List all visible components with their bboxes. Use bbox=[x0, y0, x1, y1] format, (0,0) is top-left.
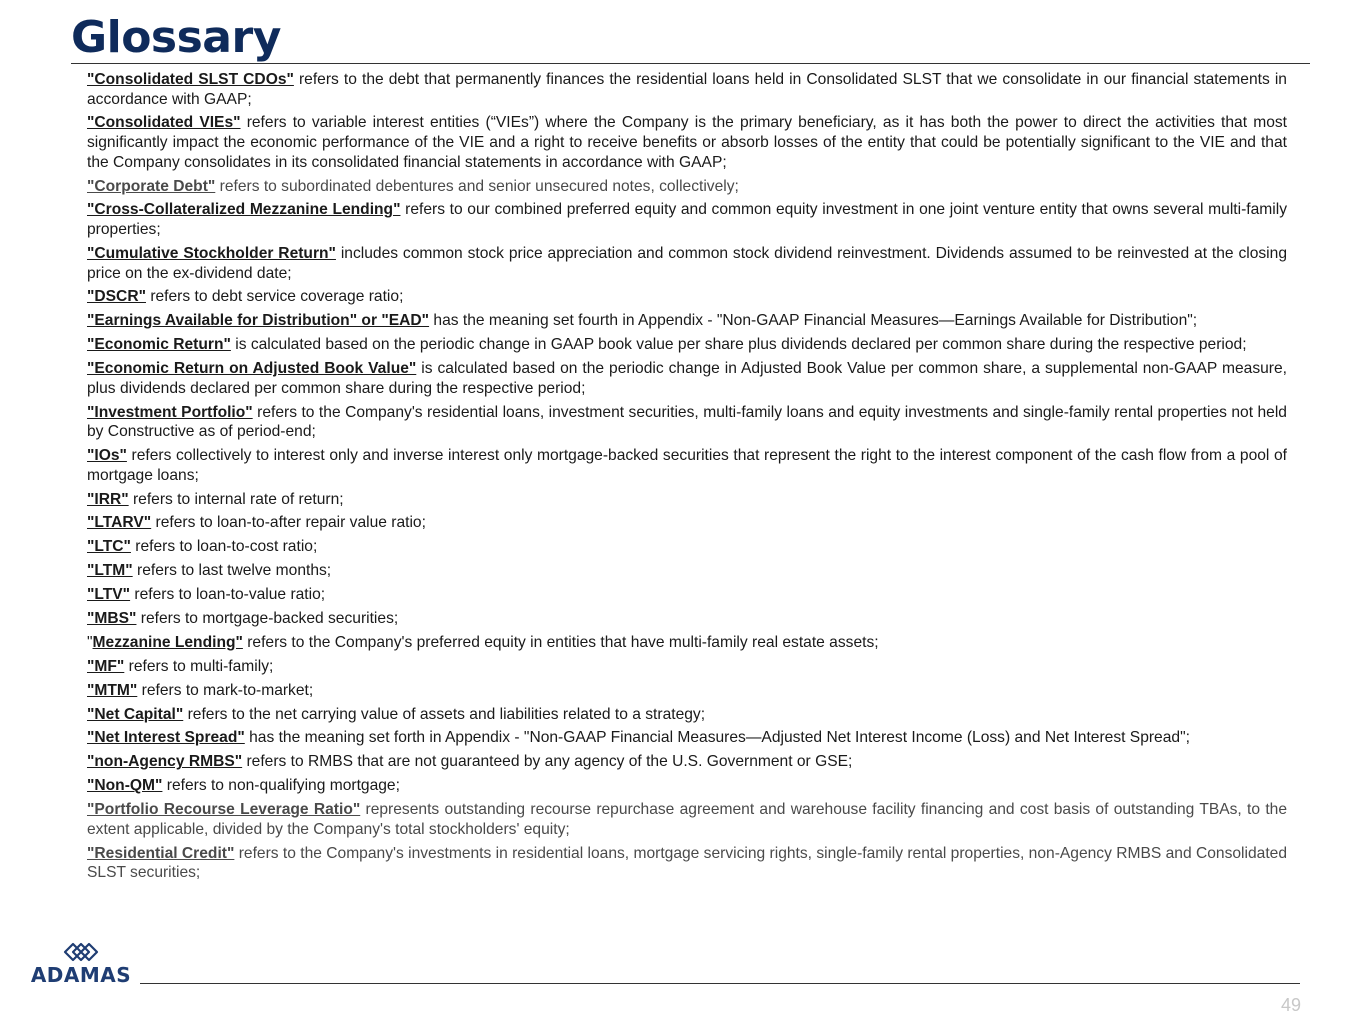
glossary-term: "Investment Portfolio" bbox=[87, 403, 253, 421]
glossary-entry bbox=[87, 311, 1287, 331]
glossary-term: "Consolidated VIEs" bbox=[87, 114, 241, 132]
glossary-definition: refers to the net carrying value of assets and liabilities related to a strategy; bbox=[183, 705, 706, 723]
glossary-term: "LTV" bbox=[87, 586, 131, 604]
glossary-term: "MBS" bbox=[87, 610, 137, 627]
glossary-term: "Non-QM" bbox=[87, 777, 163, 795]
glossary-entry bbox=[87, 446, 1287, 485]
glossary-term-prefix: " bbox=[87, 633, 93, 651]
adamas-logo-mark-icon bbox=[62, 939, 100, 965]
title-divider bbox=[71, 63, 1310, 64]
glossary-term: "IRR" bbox=[87, 490, 129, 508]
page-title: Glossary bbox=[71, 12, 281, 63]
glossary-term: "Cumulative Stockholder Return" bbox=[87, 244, 336, 262]
logo-wordmark: ADAMAS bbox=[30, 963, 132, 987]
glossary-definition: refers to mortgage-backed securities; bbox=[136, 610, 399, 627]
glossary-definition: refers to internal rate of return; bbox=[128, 490, 344, 508]
glossary-definition: refers to subordinated debentures and senior unsecured notes, collectively; bbox=[215, 177, 739, 195]
glossary-term: "non-Agency RMBS" bbox=[87, 753, 243, 771]
glossary-entry bbox=[87, 177, 1287, 197]
glossary-definition: refers to last twelve months; bbox=[132, 562, 332, 580]
glossary-entry bbox=[87, 359, 1287, 398]
glossary-entry bbox=[87, 287, 1287, 307]
glossary-term: "LTC" bbox=[87, 538, 131, 556]
glossary-term: "Earnings Available for Distribution" or "EAD" bbox=[87, 312, 430, 330]
company-logo bbox=[27, 939, 135, 989]
glossary-definition: refers to loan-to-cost ratio; bbox=[130, 538, 318, 556]
glossary-entry bbox=[87, 800, 1287, 839]
glossary-entry bbox=[87, 490, 1287, 510]
glossary-entry bbox=[87, 657, 1287, 677]
glossary-entry bbox=[87, 513, 1287, 533]
glossary-term: "Residential Credit" bbox=[87, 844, 235, 862]
glossary-term: "Consolidated SLST CDOs" bbox=[87, 71, 294, 88]
glossary-term: "Corporate Debt" bbox=[87, 177, 216, 195]
glossary-term: "LTARV" bbox=[87, 514, 152, 532]
glossary-entry bbox=[87, 844, 1287, 883]
glossary-definition: refers to RMBS that are not guaranteed by any agency of the U.S. Government or GSE; bbox=[242, 753, 853, 771]
glossary-entry bbox=[87, 776, 1287, 796]
glossary-definition: refers to non-qualifying mortgage; bbox=[162, 777, 400, 795]
glossary-entry bbox=[87, 705, 1287, 725]
glossary-entry bbox=[87, 752, 1287, 772]
glossary-entry bbox=[87, 561, 1287, 581]
glossary-entry bbox=[87, 403, 1287, 442]
glossary-definition: refers to loan-to-after repair value ratio; bbox=[151, 514, 426, 532]
glossary-definition: refers to debt service coverage ratio; bbox=[145, 288, 404, 306]
glossary-term: "LTM" bbox=[87, 562, 133, 580]
glossary-term: "Economic Return" bbox=[87, 336, 231, 354]
glossary-definition: refers to the Company's investments in residential loans, mortgage servicing rights, single-family rental properties, non-Agency RMBS and Consolidated SLST securities; bbox=[87, 844, 1287, 882]
glossary-term: "MF" bbox=[87, 657, 125, 675]
glossary-entry bbox=[87, 537, 1287, 557]
glossary-term: Mezzanine Lending" bbox=[92, 633, 243, 651]
glossary-definition: refers to loan-to-value ratio; bbox=[130, 586, 326, 604]
glossary-entry bbox=[87, 681, 1287, 701]
glossary-definition: refers to mark-to-market; bbox=[137, 681, 314, 699]
glossary-term: "MTM" bbox=[87, 681, 138, 699]
glossary-entry bbox=[87, 609, 1287, 629]
glossary-definition: refers to the Company's residential loans, investment securities, multi-family loans and equity investments and single-family rental properties not held by Constructive as of period-end; bbox=[87, 403, 1287, 441]
glossary-term: "Portfolio Recourse Leverage Ratio" bbox=[87, 801, 361, 819]
glossary-definition: has the meaning set forth in Appendix - "Non-GAAP Financial Measures—Adjusted Net Interest Income (Loss) and Net Interest Spread"; bbox=[244, 729, 1190, 747]
glossary-entry bbox=[87, 585, 1287, 605]
glossary-entry bbox=[87, 113, 1287, 172]
glossary-definition: refers collectively to interest only and inverse interest only mortgage-backed securities that represent the right to the interest component of the cash flow from a pool of mortgage loans; bbox=[87, 447, 1287, 484]
glossary-entry bbox=[87, 70, 1287, 109]
glossary-definition: includes common stock price appreciation and common stock dividend reinvestment. Dividends assumed to be reinvested at the closing price on the ex-dividend date; bbox=[87, 244, 1287, 282]
glossary-entry bbox=[87, 728, 1287, 748]
glossary-entry bbox=[87, 633, 1287, 653]
glossary-list bbox=[87, 70, 1287, 887]
glossary-definition: refers to the Company's preferred equity in entities that have multi-family real estate assets; bbox=[242, 633, 879, 651]
glossary-definition: refers to the debt that permanently finances the residential loans held in Consolidated SLST that we consolidate in our financial statements in accordance with GAAP; bbox=[87, 71, 1287, 108]
glossary-definition: refers to our combined preferred equity and common equity investment in one joint venture entity that owns several multi-family properties; bbox=[87, 201, 1287, 239]
glossary-definition: refers to multi-family; bbox=[124, 657, 274, 675]
glossary-term: "Cross-Collateralized Mezzanine Lending" bbox=[87, 201, 401, 219]
glossary-term: "Economic Return on Adjusted Book Value" bbox=[87, 360, 417, 378]
page-number: 49 bbox=[1280, 995, 1301, 1015]
glossary-definition: has the meaning set fourth in Appendix - "Non-GAAP Financial Measures—Earnings Available for Distribution"; bbox=[429, 312, 1198, 330]
glossary-entry bbox=[87, 335, 1287, 355]
glossary-definition: refers to variable interest entities (“VIEs”) where the Company is the primary beneficiary, as it has both the power to direct the activities that most significantly impact the economic performance of the VIE and a right to receive benefits or absorb losses of the entity that could be potentially significant to the VIE and that the Company consolidates in its consolidated financial statements in accordance with GAAP; bbox=[87, 114, 1287, 171]
glossary-entry bbox=[87, 244, 1287, 283]
glossary-definition: is calculated based on the periodic change in Adjusted Book Value per common share, a supplemental non-GAAP measure, plus dividends declared per common share during the respective period; bbox=[87, 360, 1287, 397]
footer-divider bbox=[140, 983, 1300, 984]
glossary-definition: is calculated based on the periodic change in GAAP book value per share plus dividends declared per common share during the respective period; bbox=[230, 336, 1247, 354]
glossary-term: "IOs" bbox=[87, 447, 127, 465]
glossary-definition: represents outstanding recourse repurchase agreement and warehouse facility financing and cost basis of outstanding TBAs, to the extent applicable, divided by the Company's total stockholders' equity; bbox=[87, 801, 1287, 838]
glossary-entry bbox=[87, 200, 1287, 239]
glossary-term: "DSCR" bbox=[87, 288, 146, 306]
glossary-term: "Net Interest Spread" bbox=[87, 729, 245, 747]
glossary-term: "Net Capital" bbox=[87, 705, 184, 723]
